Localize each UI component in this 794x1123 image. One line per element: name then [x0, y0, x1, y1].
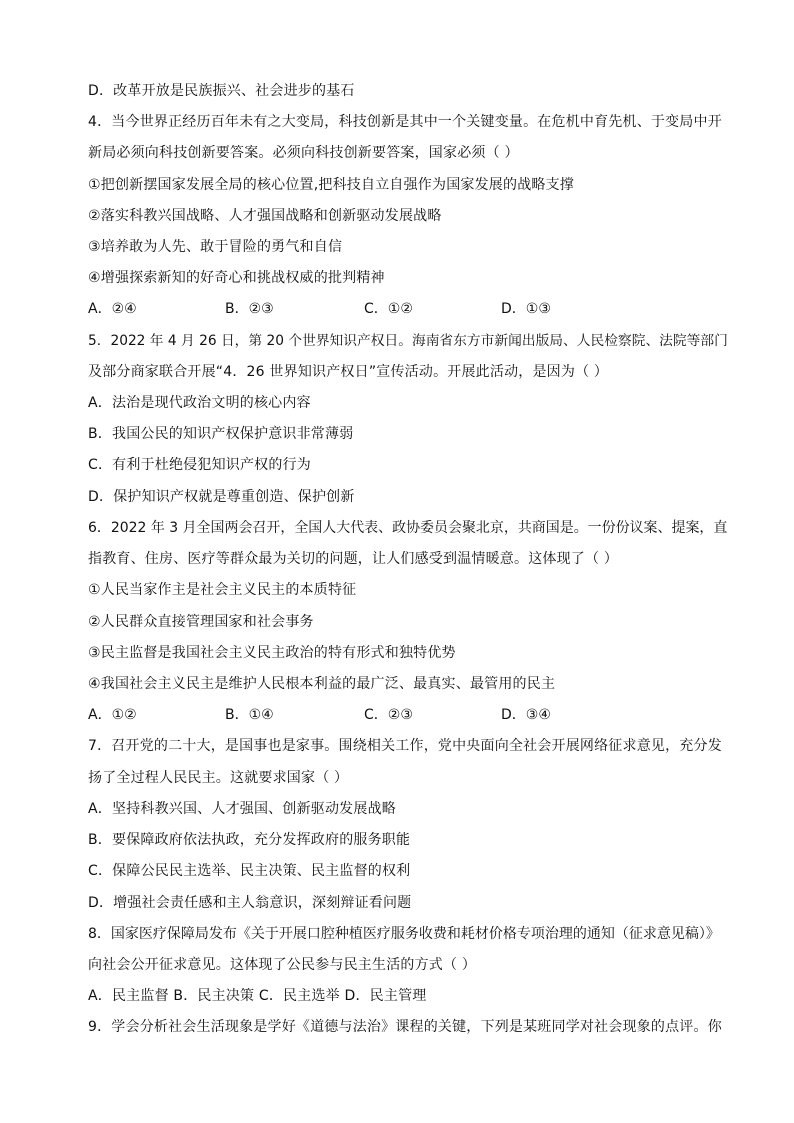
q9-stem-line-1: 9．学会分析社会生活现象是学好《道德与法治》课程的关键，下列是某班同学对社会现象的点评。你 — [88, 1019, 722, 1035]
q6-option-b: B．①④ — [225, 707, 274, 723]
q5-stem-line-1: 5．2022 年 4 月 26 日，第 20 个世界知识产权日。海南省东方市新闻出版局、人民检察院、法院等部门 — [88, 333, 728, 349]
q7-option-b: B．要保障政府依法执政，充分发挥政府的服务职能 — [88, 832, 411, 848]
q5-stem-line-2: 及部分商家联合开展“4．26 世界知识产权日”宣传活动。开展此活动，是因为（ ） — [88, 364, 609, 380]
q7-stem-line-1: 7．召开党的二十大，是国事也是家事。围绕相关工作，党中央面向全社会开展网络征求意见，充分发 — [88, 738, 722, 754]
q4-option-d: D．①③ — [501, 301, 551, 317]
q7-option-c: C．保障公民民主选举、民主决策、民主监督的权利 — [88, 863, 411, 879]
q4-stem-line-2: 新局必须向科技创新要答案。必须向科技创新要答案，国家必须（ ） — [88, 145, 519, 161]
q4-stem-line-1: 4．当今世界正经历百年未有之大变局，科技创新是其中一个关键变量。在危机中育先机、于变局中开 — [88, 114, 722, 130]
q4-option-c: C．①② — [364, 301, 413, 317]
q5-option-c: C．有利于杜绝侵犯知识产权的行为 — [88, 457, 311, 473]
q4-statement-3: ③培养敢为人先、敢于冒险的勇气和自信 — [88, 239, 343, 255]
q5-option-a: A．法治是现代政治文明的核心内容 — [88, 395, 311, 411]
q8-stem-line-2: 向社会公开征求意见。这体现了公民参与民主生活的方式（ ） — [88, 957, 477, 973]
q4-statement-1: ①把创新摆国家发展全局的核心位置,把科技自立自强作为国家发展的战略支撑 — [88, 177, 574, 193]
q7-stem-line-2: 扬了全过程人民民主。这就要求国家（ ） — [88, 770, 349, 786]
q6-option-a: A．①② — [88, 707, 137, 723]
q6-statement-3: ③民主监督是我国社会主义民主政治的特有形式和独特优势 — [88, 645, 456, 661]
q3-option-d: D．改革开放是民族振兴、社会进步的基石 — [88, 83, 355, 99]
q6-stem-line-2: 指教育、住房、医疗等群众最为关切的问题，让人们感受到温情暖意。这体现了（ ） — [88, 551, 619, 567]
q6-statement-2: ②人民群众直接管理国家和社会事务 — [88, 614, 314, 630]
q6-option-c: C．②③ — [364, 707, 413, 723]
q5-option-d: D．保护知识产权就是尊重创造、保护创新 — [88, 489, 355, 505]
q5-option-b: B．我国公民的知识产权保护意识非常薄弱 — [88, 426, 354, 442]
q4-option-b: B．②③ — [225, 301, 274, 317]
q6-statement-4: ④我国社会主义民主是维护人民根本利益的最广泛、最真实、最管用的民主 — [88, 676, 556, 692]
q7-option-d: D．增强社会责任感和主人翁意识，深刻辩证看问题 — [88, 895, 412, 911]
q8-stem-line-1: 8．国家医疗保障局发布《关于开展口腔种植医疗服务收费和耗材价格专项治理的通知（征求意见稿）》 — [88, 926, 720, 942]
q8-options: A．民主监督 B．民主决策 C．民主选举 D．民主管理 — [88, 988, 427, 1004]
q4-statement-2: ②落实科教兴国战略、人才强国战略和创新驱动发展战略 — [88, 208, 442, 224]
q6-statement-1: ①人民当家作主是社会主义民主的本质特征 — [88, 582, 357, 598]
q4-statement-4: ④增强探索新知的好奇心和挑战权威的批判精神 — [88, 270, 385, 286]
q6-option-d: D．③④ — [501, 707, 551, 723]
q7-option-a: A．坚持科教兴国、人才强国、创新驱动发展战略 — [88, 801, 396, 817]
q6-stem-line-1: 6．2022 年 3 月全国两会召开，全国人大代表、政协委员会聚北京，共商国是。一份份议案、提案，直 — [88, 520, 728, 536]
q4-option-a: A．②④ — [88, 301, 137, 317]
